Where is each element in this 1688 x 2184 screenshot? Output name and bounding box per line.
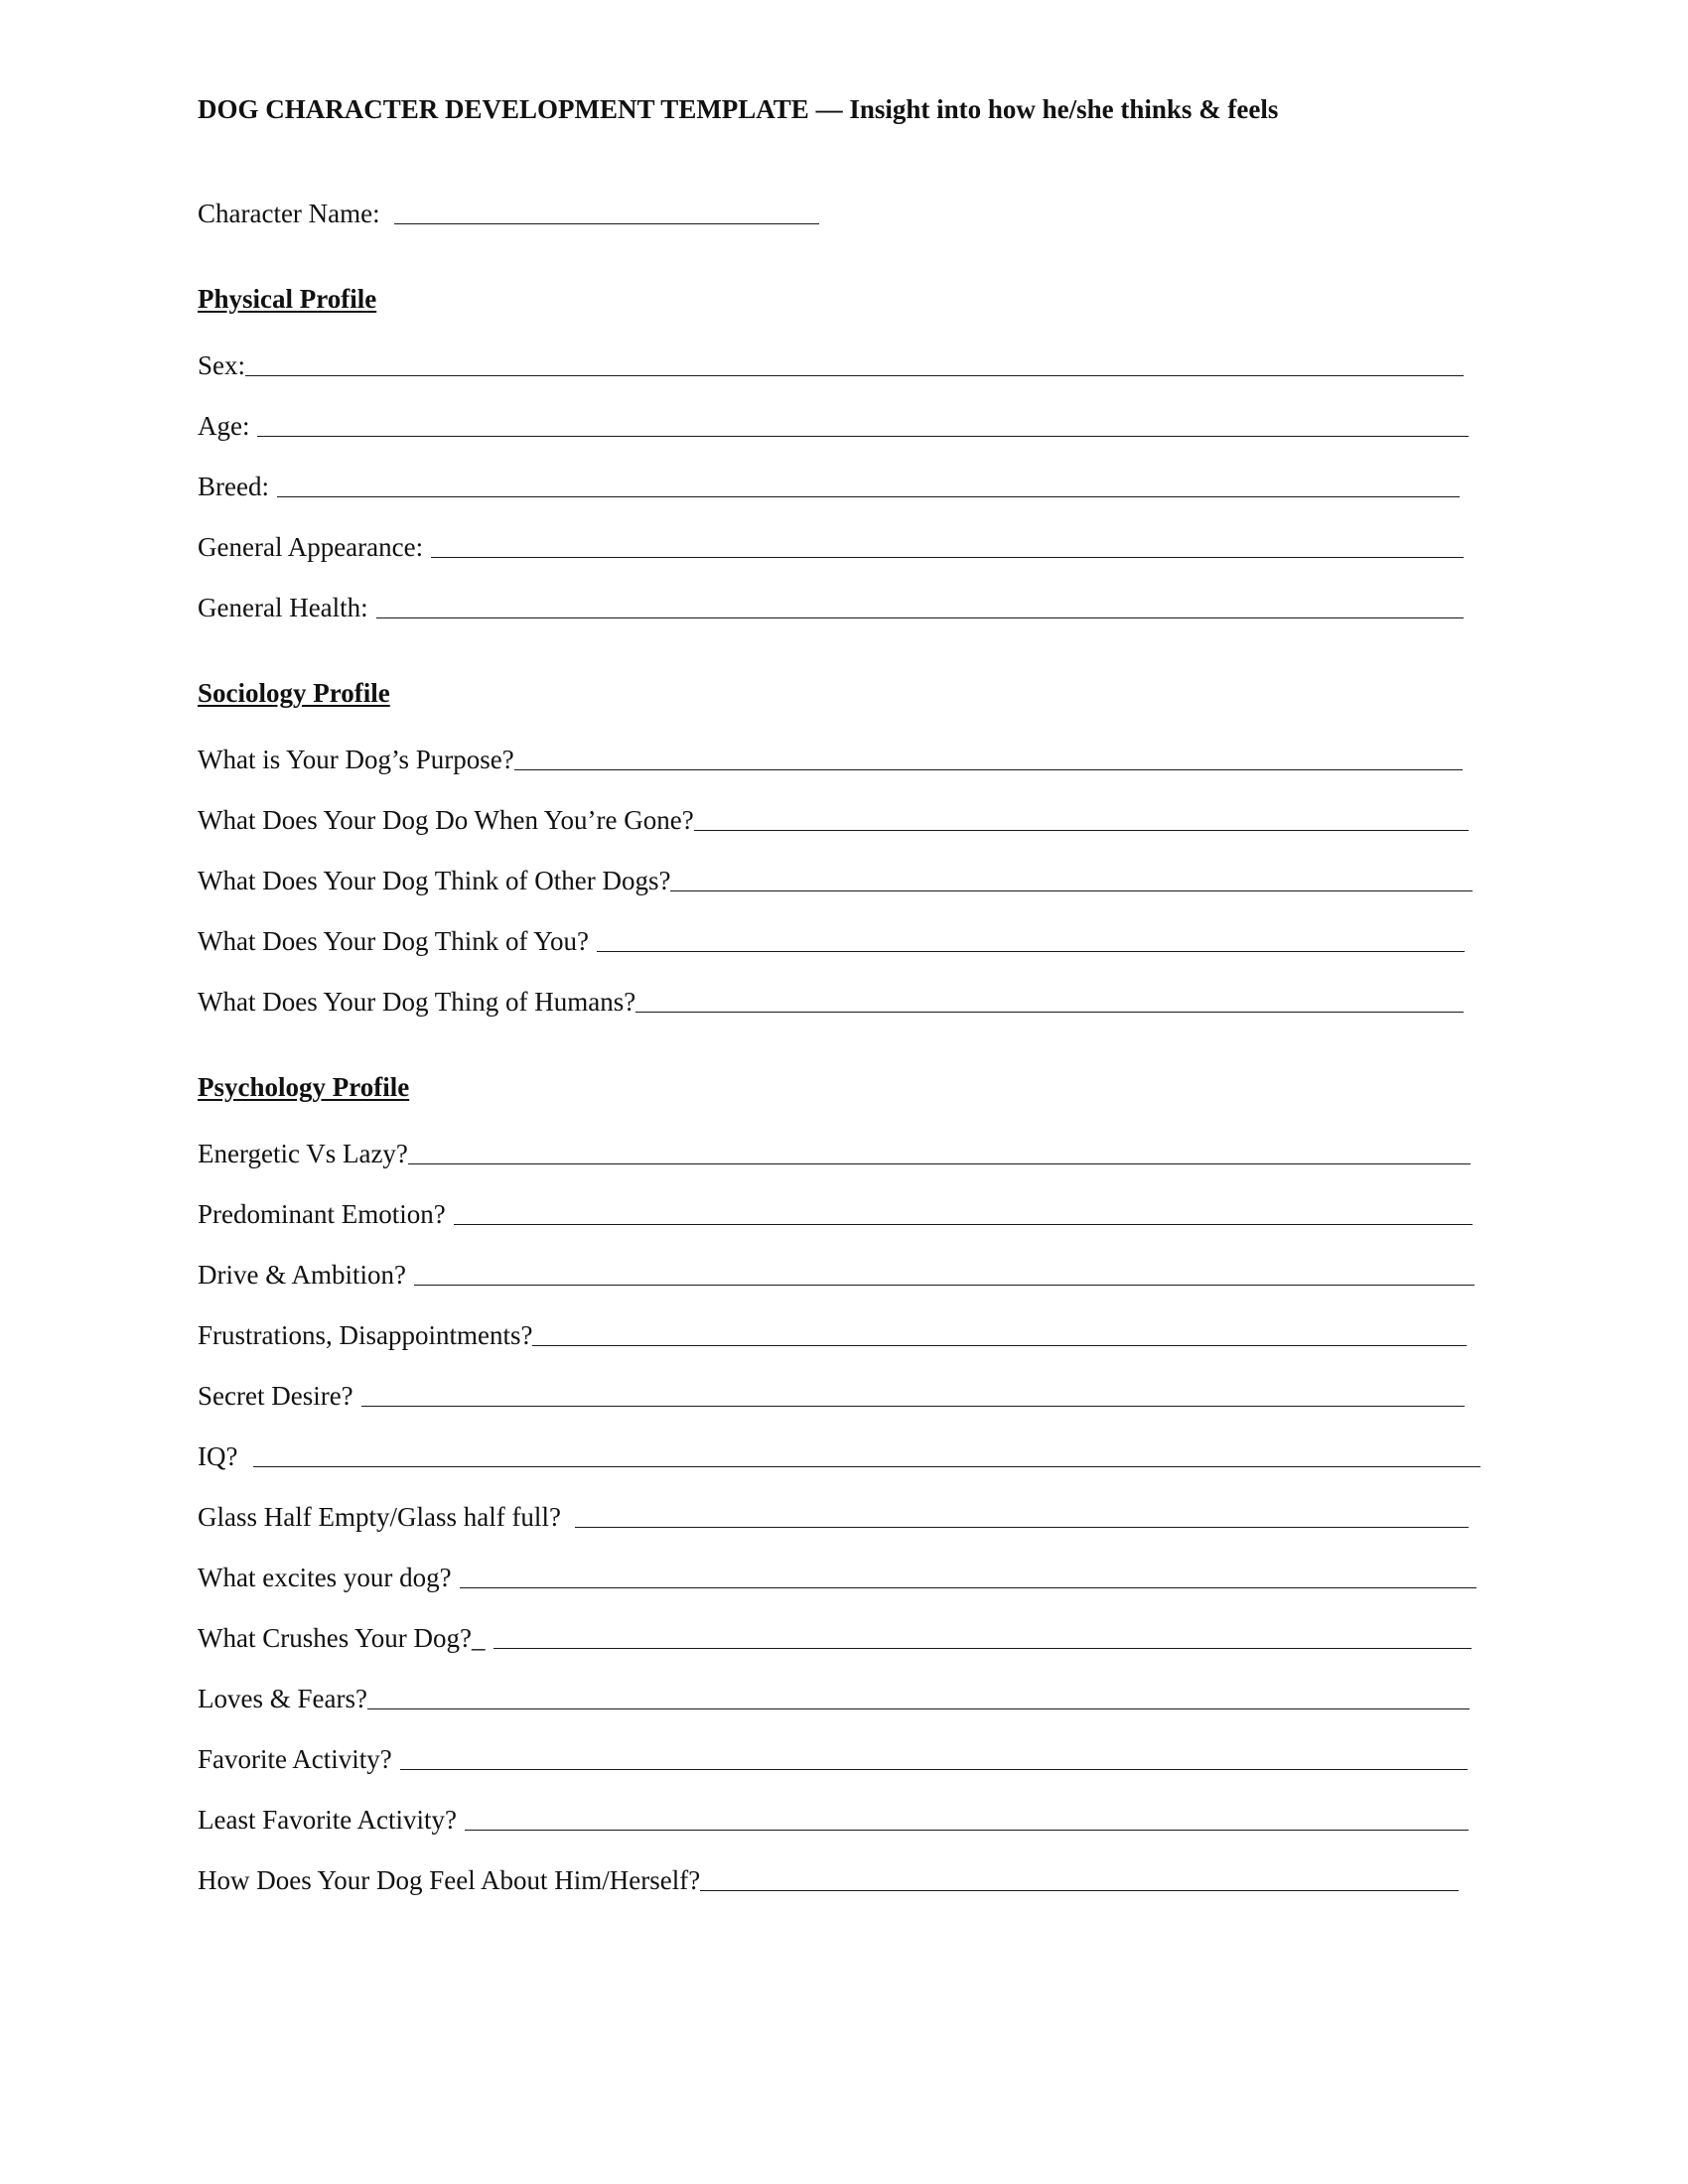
excites-blank[interactable] (460, 1587, 1477, 1588)
other-dogs-blank[interactable] (670, 890, 1473, 891)
feel-about-self-label: How Does Your Dog Feel About Him/Herself? (198, 1865, 701, 1895)
character-name-blank[interactable] (394, 223, 819, 224)
when-gone-row (198, 798, 1469, 834)
predominant-emotion-label: Predominant Emotion? (198, 1199, 446, 1229)
favorite-activity-row (198, 1737, 1468, 1773)
crushes-blank[interactable] (493, 1648, 1472, 1649)
other-dogs-label: What Does Your Dog Think of Other Dogs? (198, 866, 671, 895)
glass-label: Glass Half Empty/Glass half full? (198, 1502, 561, 1532)
general-health-row (198, 586, 1464, 621)
favorite-activity-label: Favorite Activity? (198, 1744, 392, 1774)
drive-ambition-blank[interactable] (414, 1285, 1475, 1286)
loves-fears-row (198, 1677, 1470, 1712)
predominant-emotion-row (198, 1192, 1473, 1228)
breed-blank[interactable] (277, 496, 1460, 497)
of-humans-row (198, 980, 1464, 1016)
general-health-label: General Health: (198, 593, 368, 622)
energetic-lazy-blank[interactable] (408, 1163, 1471, 1164)
frustrations-label: Frustrations, Disappointments? (198, 1320, 533, 1350)
sex-row (198, 343, 1464, 379)
when-gone-blank[interactable] (694, 830, 1469, 831)
loves-fears-label: Loves & Fears? (198, 1684, 367, 1713)
age-blank[interactable] (257, 436, 1469, 437)
energetic-lazy-row (198, 1132, 1471, 1167)
energetic-lazy-label: Energetic Vs Lazy? (198, 1139, 408, 1168)
iq-row (198, 1434, 1480, 1470)
of-you-row (198, 919, 1465, 955)
glass-blank[interactable] (575, 1527, 1469, 1528)
of-you-blank[interactable] (597, 951, 1465, 952)
feel-about-self-blank[interactable] (700, 1890, 1459, 1891)
sex-blank[interactable] (245, 375, 1464, 376)
age-label: Age: (198, 411, 250, 441)
character-name-label: Character Name: (198, 199, 380, 228)
purpose-row (198, 738, 1463, 773)
glass-row (198, 1495, 1469, 1531)
general-appearance-label: General Appearance: (198, 532, 424, 562)
general-health-blank[interactable] (376, 617, 1464, 618)
iq-blank[interactable] (253, 1466, 1480, 1467)
general-appearance-blank[interactable] (431, 557, 1464, 558)
of-humans-blank[interactable] (635, 1012, 1464, 1013)
other-dogs-row (198, 859, 1473, 894)
sociology-profile-heading: Sociology Profile (198, 678, 390, 708)
drive-ambition-label: Drive & Ambition? (198, 1260, 406, 1290)
age-row (198, 404, 1469, 440)
crushes-row (198, 1616, 1472, 1652)
drive-ambition-row (198, 1253, 1475, 1289)
breed-label: Breed: (198, 472, 269, 501)
breed-row (198, 465, 1460, 500)
secret-desire-blank[interactable] (361, 1406, 1465, 1407)
document-title: DOG CHARACTER DEVELOPMENT TEMPLATE — Insight into how he/she thinks & feels (198, 94, 1279, 124)
iq-label: IQ? (198, 1441, 238, 1471)
purpose-blank[interactable] (514, 769, 1463, 770)
secret-desire-row (198, 1374, 1465, 1410)
physical-profile-heading: Physical Profile (198, 284, 377, 314)
frustrations-row (198, 1313, 1467, 1349)
frustrations-blank[interactable] (532, 1345, 1467, 1346)
crushes-label: What Crushes Your Dog?_ (198, 1623, 486, 1653)
of-you-label: What Does Your Dog Think of You? (198, 926, 590, 956)
psychology-profile-heading: Psychology Profile (198, 1072, 410, 1102)
least-favorite-activity-row (198, 1798, 1469, 1834)
purpose-label: What is Your Dog’s Purpose? (198, 745, 514, 774)
least-favorite-activity-label: Least Favorite Activity? (198, 1805, 457, 1835)
when-gone-label: What Does Your Dog Do When You’re Gone? (198, 805, 694, 835)
favorite-activity-blank[interactable] (400, 1769, 1468, 1770)
excites-label: What excites your dog? (198, 1563, 452, 1592)
sex-label: Sex: (198, 350, 246, 380)
feel-about-self-row (198, 1858, 1459, 1894)
excites-row (198, 1556, 1477, 1591)
general-appearance-row (198, 525, 1464, 561)
character-name-row (198, 192, 819, 227)
predominant-emotion-blank[interactable] (454, 1224, 1473, 1225)
least-favorite-activity-blank[interactable] (465, 1830, 1469, 1831)
of-humans-label: What Does Your Dog Thing of Humans? (198, 987, 636, 1017)
loves-fears-blank[interactable] (367, 1708, 1470, 1709)
secret-desire-label: Secret Desire? (198, 1381, 353, 1411)
